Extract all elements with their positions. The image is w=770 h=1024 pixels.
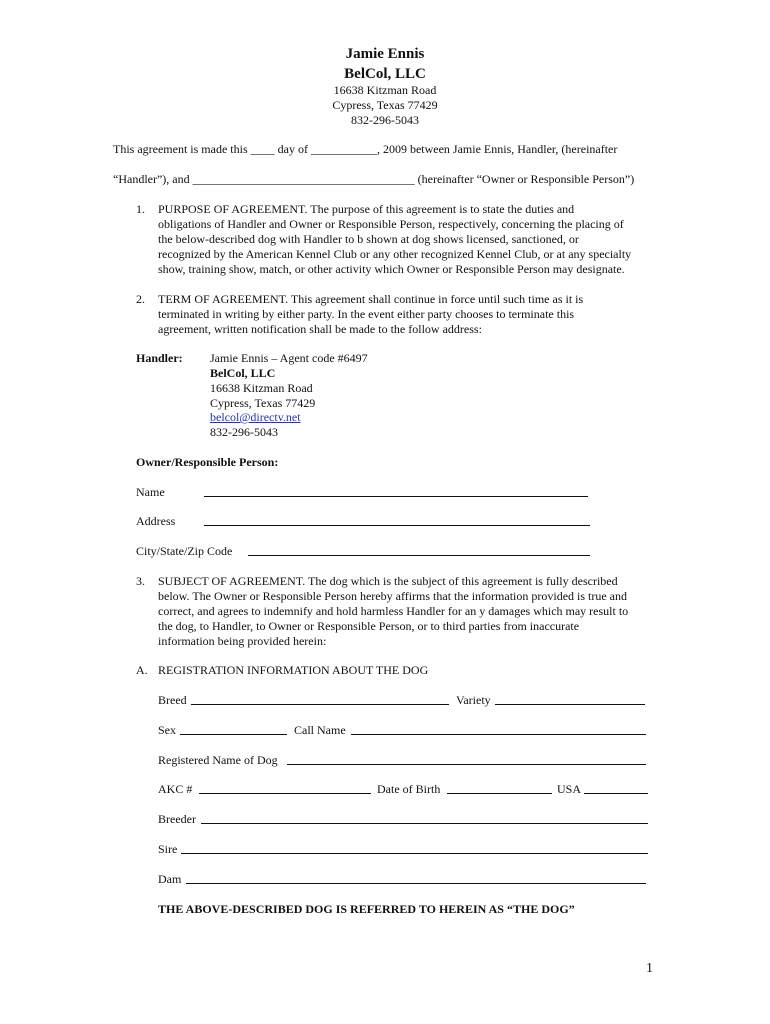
breeder-field[interactable]: [201, 823, 648, 824]
header-city: Cypress, Texas 77429: [332, 98, 438, 112]
section-1-line: the below-described dog with Handler to b shown at dog shows licensed, sanctioned, or: [158, 232, 579, 246]
dam-field[interactable]: [186, 883, 646, 884]
call-name-label: Call Name: [294, 723, 346, 737]
section-2-line: TERM OF AGREEMENT. This agreement shall continue in force until such time as it is: [158, 292, 584, 306]
intro-line-1: This agreement is made this ____ day of ___________, 2009 between Jamie Ennis, Handler, (hereinafter: [113, 142, 618, 156]
handler-email-link[interactable]: belcol@directv.net: [210, 410, 301, 424]
breed-label: Breed: [158, 693, 187, 707]
handler-city: Cypress, Texas 77429: [210, 396, 316, 410]
breeder-label: Breeder: [158, 812, 196, 826]
call-name-field[interactable]: [351, 734, 646, 735]
registered-name-label: Registered Name of Dog: [158, 753, 278, 767]
owner-name-field[interactable]: [204, 496, 588, 497]
handler-street: 16638 Kitzman Road: [210, 381, 313, 395]
section-1-line: show, training show, match, or other activity which Owner or Responsible Person may designate.: [158, 262, 625, 276]
handler-agent: Jamie Ennis – Agent code #6497: [210, 351, 368, 365]
dob-label: Date of Birth: [377, 782, 441, 796]
section-1-line: recognized by the American Kennel Club or any other recognized Kennel Club, or at any specialty: [158, 247, 632, 261]
section-3-text: [158, 574, 658, 649]
header-company: BelCol, LLC: [344, 66, 426, 82]
akc-label: AKC #: [158, 782, 193, 796]
akc-field[interactable]: [199, 793, 371, 794]
owner-heading: Owner/Responsible Person:: [136, 455, 279, 469]
section-1-text: [158, 202, 658, 277]
intro-line-2: “Handler”), and _____________________________________ (hereinafter “Owner or Responsible Person”): [113, 172, 635, 186]
handler-phone: 832-296-5043: [210, 425, 278, 439]
section-3-line: SUBJECT OF AGREEMENT. The dog which is the subject of this agreement is fully described: [158, 574, 618, 588]
registered-name-field[interactable]: [287, 764, 646, 765]
owner-name-label: Name: [136, 485, 165, 499]
header-street: 16638 Kitzman Road: [333, 83, 437, 97]
section-2-line: agreement, written notification shall be made to the follow address:: [158, 322, 482, 336]
sex-field[interactable]: [180, 734, 287, 735]
section-3-line: below. The Owner or Responsible Person hereby affirms that the information provided is true and: [158, 589, 628, 603]
variety-label: Variety: [456, 693, 491, 707]
section-2-number: 2.: [136, 292, 145, 306]
handler-label: Handler:: [136, 351, 183, 365]
section-3-number: 3.: [136, 574, 145, 588]
sex-label: Sex: [158, 723, 176, 737]
section-2-text: [158, 292, 658, 337]
section-1-line: obligations of Handler and Owner or Responsible Person, respectively, concerning the placing of: [158, 217, 624, 231]
sire-label: Sire: [158, 842, 178, 856]
section-3-line: correct, and agrees to indemnify and hold harmless Handler for an y damages which may result to: [158, 604, 629, 618]
owner-address-label: Address: [136, 514, 176, 528]
owner-city-label: City/State/Zip Code: [136, 544, 233, 558]
dog-definition-statement: THE ABOVE-DESCRIBED DOG IS REFERRED TO HEREIN AS “THE DOG”: [158, 902, 575, 916]
breed-field[interactable]: [191, 704, 449, 705]
owner-city-field[interactable]: [248, 555, 590, 556]
sire-field[interactable]: [181, 853, 648, 854]
owner-address-field[interactable]: [204, 525, 590, 526]
section-2-line: terminated in writing by either party. In the event either party chooses to terminate this: [158, 307, 575, 321]
section-3-line: the dog, to Handler, to Owner or Responsible Person, or to third parties from inaccurate: [158, 619, 580, 633]
dam-label: Dam: [158, 872, 182, 886]
handler-company: BelCol, LLC: [210, 366, 276, 380]
usa-label: USA: [557, 782, 582, 796]
header-name: Jamie Ennis: [345, 46, 425, 62]
dob-field[interactable]: [447, 793, 552, 794]
section-a-title: REGISTRATION INFORMATION ABOUT THE DOG: [158, 663, 429, 677]
section-1-number: 1.: [136, 202, 145, 216]
usa-field[interactable]: [584, 793, 648, 794]
variety-field[interactable]: [495, 704, 645, 705]
section-1-line: PURPOSE OF AGREEMENT. The purpose of this agreement is to state the duties and: [158, 202, 575, 216]
section-a-letter: A.: [136, 663, 148, 677]
header-phone: 832-296-5043: [351, 113, 419, 127]
section-3-line: information being provided herein:: [158, 634, 327, 648]
page-number: 1: [646, 961, 653, 976]
